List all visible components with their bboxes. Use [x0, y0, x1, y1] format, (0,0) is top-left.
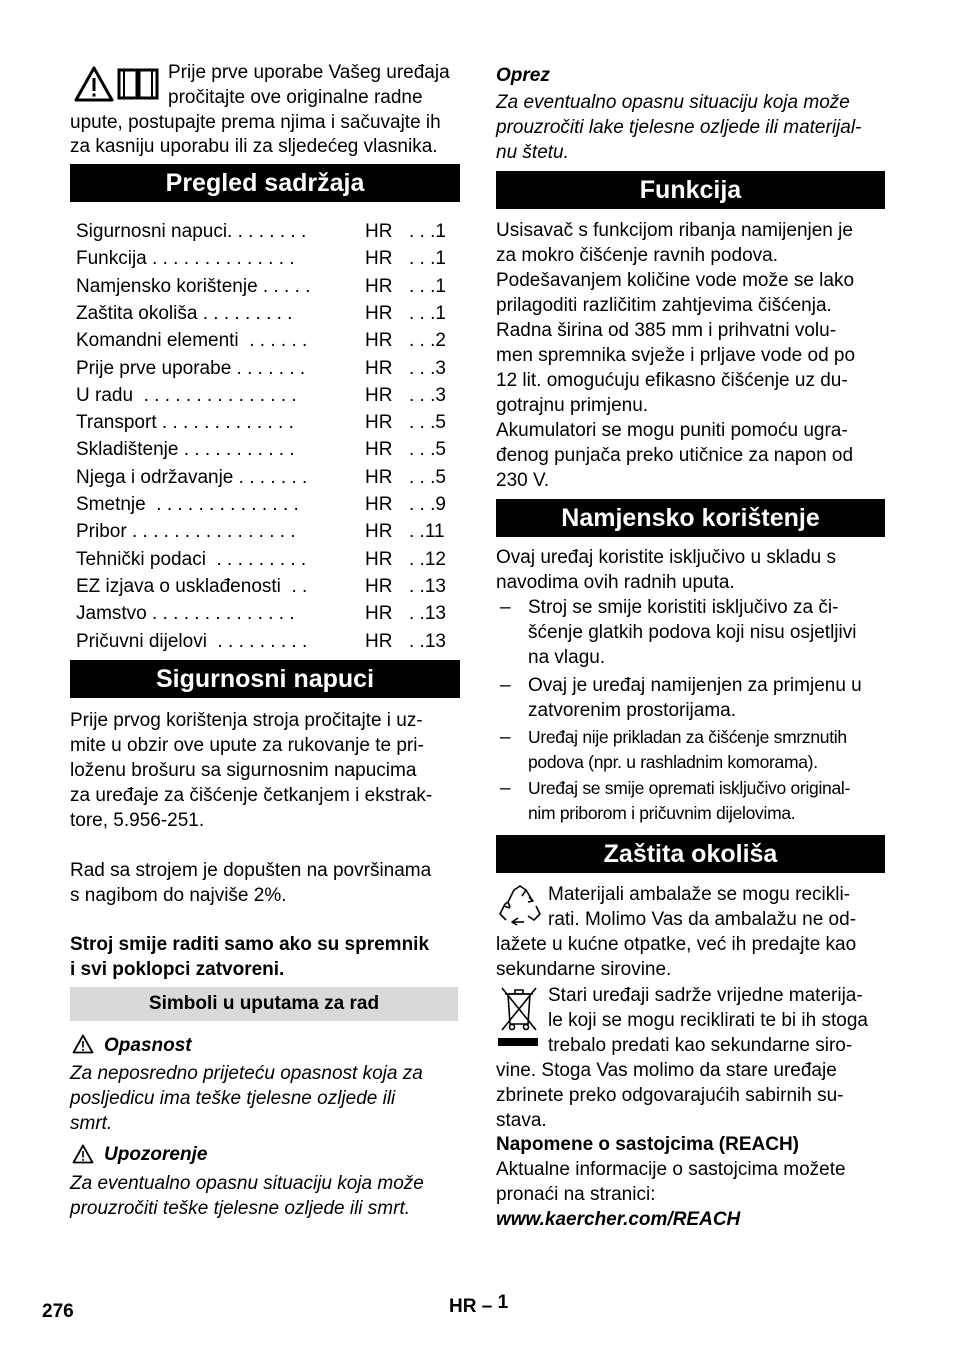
environment-heading: Zaštita okoliša: [496, 835, 885, 873]
toc-page: . .13: [409, 630, 446, 652]
page-number: 276: [42, 1301, 74, 1322]
toc-title: Sigurnosni napuci. . . . . . . .: [76, 221, 307, 242]
intro-line3: upute, postupajte prema njima i sačuvajte ih: [70, 112, 441, 133]
toc-lang: HR: [365, 384, 393, 406]
toc-title: Transport . . . . . . . . . . . . .: [76, 412, 294, 434]
toc-page: . . .5: [409, 466, 446, 488]
function-text: Usisavač s funkcijom ribanja namijenjen je za mokro čišćenje ravnih podova. Podešavanjem količine vode može se lako prilagoditi različitim zahtjevima čišćenja. Radna širina od 385 mm i prihvatni volu- men spremnika svježe i prljave vode od po 12 lit. omogućuju efikasno čišćenje uz du- gotrajnu primjenu. Akumulatori se mogu puniti pomoću ugra- đenog punjača preko utičnice za napon od 230 V.: [496, 220, 856, 491]
list-item: – Uređaj se smije opremati isključivo original- nim priborom i pričuvnim dijelovima.: [500, 778, 851, 823]
toc-title: Komandni elementi . . . . . .: [76, 330, 308, 352]
toc-row[interactable]: [76, 300, 456, 327]
toc-heading: Pregled sadržaja: [70, 164, 460, 202]
toc-lang: HR: [365, 521, 393, 543]
toc-page: . . .9: [409, 494, 446, 515]
list-item: – Ovaj je uređaj namijenjen za primjenu u zatvorenim prostorijama.: [500, 675, 862, 721]
toc-lang: HR: [365, 575, 393, 597]
toc-row[interactable]: [76, 600, 456, 627]
toc-title: Skladištenje . . . . . . . . . . .: [76, 439, 295, 461]
safety-heading: Sigurnosni napuci: [70, 660, 460, 698]
toc-lang: HR: [365, 548, 393, 570]
warning-label: Upozorenje: [104, 1144, 208, 1165]
intro-line1: Prije prve uporabe Vašeg uređaja: [168, 62, 450, 83]
toc-row[interactable]: [76, 573, 456, 600]
toc-page: . . .1: [409, 248, 446, 270]
toc-lang: HR: [365, 603, 393, 625]
toc-row[interactable]: [76, 218, 456, 245]
toc-lang: HR: [365, 302, 393, 324]
toc-title: Smetnje . . . . . . . . . . . . . .: [76, 494, 299, 515]
toc-row[interactable]: [76, 409, 456, 436]
toc-row[interactable]: [76, 628, 456, 655]
toc-title: Njega i održavanje . . . . . . .: [76, 466, 308, 488]
toc-title: Jamstvo . . . . . . . . . . . . . .: [76, 603, 295, 625]
toc-lang: HR: [365, 248, 393, 270]
toc-lang: HR: [365, 221, 393, 242]
toc-row[interactable]: [76, 464, 456, 491]
toc-page: . . .5: [409, 439, 446, 461]
toc-lang: HR: [365, 275, 393, 297]
toc-page: . .11: [409, 521, 445, 543]
toc-lang: HR: [365, 466, 393, 488]
safety-para1: Prije prvog korištenja stroja pročitajte i uz- mite u obzir ove upute za rukovanje te pri- loženu brošuru sa sigurnosnim napucima za uređaje za čišćenje četkanjem i ekstrak- tore, 5.956-251.: [70, 710, 433, 831]
recycle-text: Materijali ambalaže se mogu recikli- rati. Molimo Vas da ambalažu ne od- lažete u kućne otpatke, već ih predajte kao sekundarne sirovine.: [496, 884, 857, 980]
toc-row[interactable]: [76, 518, 456, 545]
toc-page: . . .1: [409, 221, 446, 242]
toc-row[interactable]: [76, 327, 456, 354]
toc-page: . .13: [409, 575, 446, 597]
toc-title: Tehnički podaci . . . . . . . . .: [76, 548, 307, 570]
toc-row[interactable]: [76, 436, 456, 463]
reach-link[interactable]: www.kaercher.com/REACH: [496, 1209, 741, 1230]
toc-page: . . .1: [409, 275, 446, 297]
danger-label: Opasnost: [104, 1035, 192, 1056]
function-heading: Funkcija: [496, 171, 885, 209]
toc-lang: HR: [365, 439, 393, 461]
list-item: – Uređaj nije prikladan za čišćenje smrznutih podova (npr. u rashladnim komorama).: [500, 727, 847, 772]
caution-label: Oprez: [496, 65, 550, 86]
toc-lang: HR: [365, 412, 393, 434]
toc-row[interactable]: [76, 245, 456, 272]
intro-line4: za kasniju uporabu ili za sljedećeg vlasnika.: [70, 136, 438, 157]
toc-page: . .13: [409, 603, 446, 625]
toc-page: . . .3: [409, 357, 446, 379]
toc-title: Funkcija . . . . . . . . . . . . . .: [76, 248, 295, 270]
toc-row[interactable]: [76, 355, 456, 382]
toc-lang: HR: [365, 357, 393, 379]
toc-title: U radu . . . . . . . . . . . . . . .: [76, 384, 297, 406]
danger-triangle-icon: [72, 1034, 94, 1054]
toc-title: Pričuvni dijelovi . . . . . . . . .: [76, 630, 308, 652]
intended-use-intro: Ovaj uređaj koristite isključivo u skladu s navodima ovih radnih uputa.: [496, 547, 837, 593]
toc-lang: HR: [365, 494, 393, 515]
reach-heading: Napomene o sastojcima (REACH): [496, 1134, 800, 1155]
toc-page: . . .1: [409, 302, 446, 324]
toc-row[interactable]: [76, 382, 456, 409]
toc-lang: HR: [365, 330, 393, 352]
caution-text: Za eventualno opasnu situaciju koja može prouzročiti lake tjelesne ozljede ili materijal- nu štetu.: [496, 92, 862, 163]
toc-title: Zaštita okoliša . . . . . . . . .: [76, 302, 293, 324]
toc-title: Namjensko korištenje . . . . .: [76, 275, 311, 297]
list-item: – Stroj se smije koristiti isključivo za či- šćenje glatkih podova koji nisu osjetljivi na vlagu.: [500, 597, 857, 668]
warning-small-triangle-icon: [72, 1144, 94, 1164]
toc-page: . . .2: [409, 330, 446, 352]
safety-para2: Rad sa strojem je dopušten na površinama s nagibom do najviše 2%.: [70, 860, 432, 906]
toc-row[interactable]: [76, 273, 456, 300]
toc-page: . .12: [409, 548, 446, 570]
toc-title: Prije prve uporabe . . . . . . .: [76, 357, 306, 379]
symbols-heading: Simboli u uputama za rad: [70, 987, 458, 1021]
weee-text: Stari uređaji sadrže vrijedne materija- le koji se mogu reciklirati te bi ih stoga trebalo predati kao sekundarne siro- vine. Stoga Vas molimo da stare uređaje zbrinete preko odgovarajućih sabirnih su- stava.: [496, 985, 868, 1131]
manual-book-icon: [116, 66, 160, 102]
warning-triangle-icon: [74, 66, 114, 102]
reach-text: Aktualne informacije o sastojcima možete pronaći na stranici:: [496, 1159, 846, 1205]
toc-row[interactable]: [76, 546, 456, 573]
intended-use-heading: Namjensko korištenje: [496, 499, 885, 537]
warning-text: Za eventualno opasnu situaciju koja može prouzročiti teške tjelesne ozljede ili smrt.: [70, 1173, 424, 1219]
toc-page: . . .5: [409, 412, 446, 434]
intro-line2: pročitajte ove originalne radne: [168, 87, 423, 108]
safety-para3: Stroj smije raditi samo ako su spremnik i svi poklopci zatvoreni.: [70, 934, 430, 980]
danger-text: Za neposredno prijeteću opasnost koja za posljedicu ima teške tjelesne ozljede ili smrt.: [70, 1063, 423, 1134]
toc-page: . . .3: [409, 384, 446, 406]
toc-title: Pribor . . . . . . . . . . . . . . . .: [76, 521, 296, 543]
toc-row[interactable]: [76, 491, 456, 518]
toc-lang: HR: [365, 630, 393, 652]
footer-page-ref: HR – 1: [449, 1292, 509, 1317]
toc-title: EZ izjava o usklađenosti . .: [76, 575, 308, 597]
